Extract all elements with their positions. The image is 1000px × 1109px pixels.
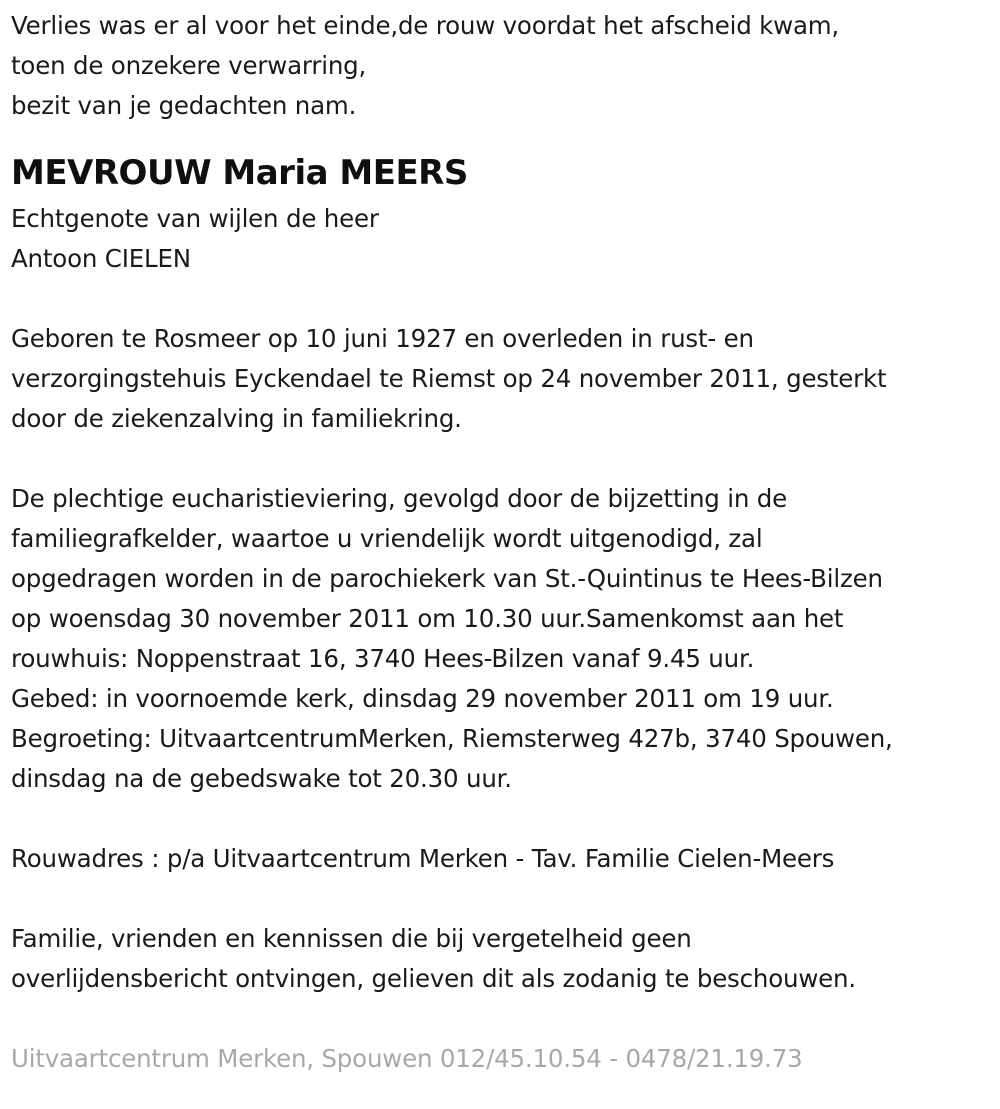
paragraph-gap xyxy=(11,999,1000,1039)
mourning-address: Rouwadres : p/a Uitvaartcentrum Merken - Tav. Familie Cielen-Meers xyxy=(11,844,835,873)
paragraph-line: door de ziekenzalving in familiekring. xyxy=(11,404,462,433)
spouse-line: Antoon CIELEN xyxy=(11,244,191,273)
paragraph-line: De plechtige eucharistieviering, gevolgd door de bijzetting in de xyxy=(11,484,787,513)
ceremony-paragraph xyxy=(11,479,1000,799)
paragraph-gap xyxy=(11,799,1000,839)
paragraph-line: dinsdag na de gebedswake tot 20.30 uur. xyxy=(11,764,512,793)
paragraph-line: familiegrafkelder, waartoe u vriendelijk wordt uitgenodigd, zal xyxy=(11,524,763,553)
paragraph-line: op woensdag 30 november 2011 om 10.30 uur.Samenkomst aan het xyxy=(11,604,844,633)
birth-death-paragraph xyxy=(11,319,1000,439)
paragraph-line: Familie, vrienden en kennissen die bij vergetelheid geen xyxy=(11,924,692,953)
paragraph-line: opgedragen worden in de parochiekerk van St.-Quintinus te Hees-Bilzen xyxy=(11,564,883,593)
poem-line: bezit van je gedachten nam. xyxy=(11,91,357,120)
poem-line: Verlies was er al voor het einde,de rouw voordat het afscheid kwam, xyxy=(11,11,840,40)
paragraph-line: Begroeting: UitvaartcentrumMerken, Riemsterweg 427b, 3740 Spouwen, xyxy=(11,724,893,753)
deceased-name: MEVROUW Maria MEERS xyxy=(11,153,468,193)
paragraph-line: rouwhuis: Noppenstraat 16, 3740 Hees-Bilzen vanaf 9.45 uur. xyxy=(11,644,755,673)
poem-line: toen de onzekere verwarring, xyxy=(11,51,367,80)
paragraph-line: verzorgingstehuis Eyckendael te Riemst op 24 november 2011, gesterkt xyxy=(11,364,887,393)
paragraph-gap xyxy=(11,879,1000,919)
poem xyxy=(11,6,1000,126)
paragraph-gap xyxy=(11,279,1000,319)
paragraph-line: Geboren te Rosmeer op 10 juni 1927 en overleden in rust- en xyxy=(11,324,754,353)
spouse-info xyxy=(11,199,1000,279)
notice-paragraph xyxy=(11,919,1000,999)
paragraph-line: Gebed: in voornoemde kerk, dinsdag 29 november 2011 om 19 uur. xyxy=(11,684,834,713)
paragraph-line: overlijdensbericht ontvingen, gelieven dit als zodanig te beschouwen. xyxy=(11,964,856,993)
spouse-line: Echtgenote van wijlen de heer xyxy=(11,204,379,233)
paragraph-gap xyxy=(11,439,1000,479)
funeral-home-footer: Uitvaartcentrum Merken, Spouwen 012/45.10.54 - 0478/21.19.73 xyxy=(11,1044,803,1073)
